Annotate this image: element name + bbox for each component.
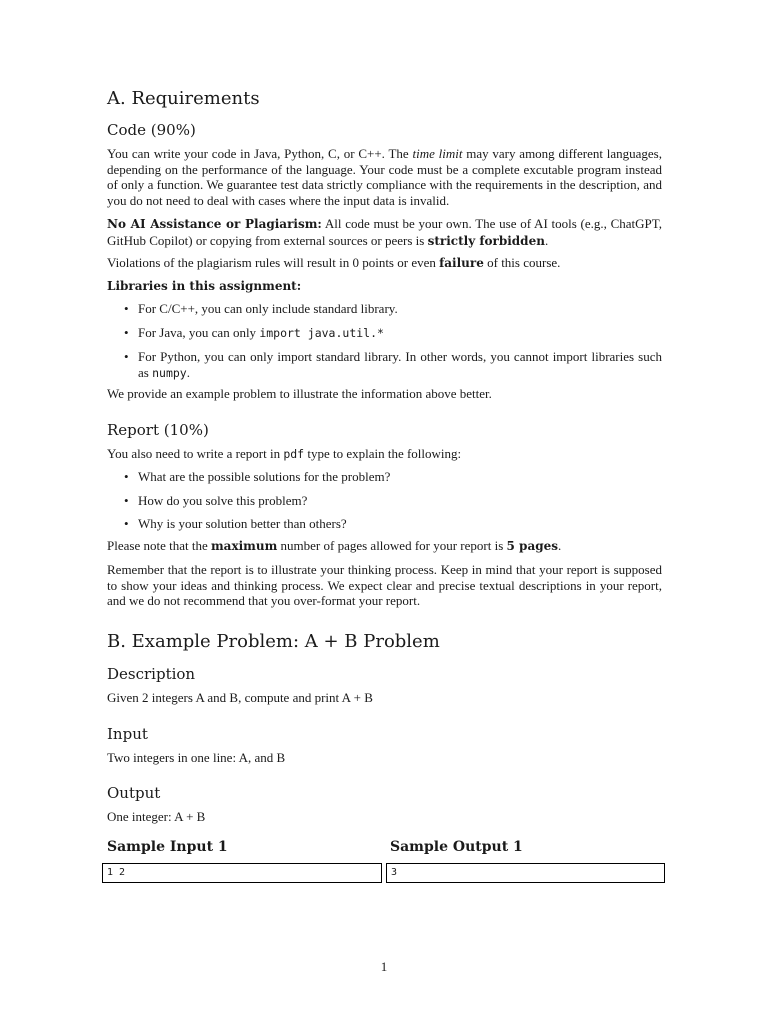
section-a-title: A. Requirements xyxy=(107,88,260,109)
list-item xyxy=(107,325,662,342)
page-number: 1 xyxy=(380,959,388,974)
failure-label: failure xyxy=(439,256,484,270)
library-java-code: import java.util.* xyxy=(259,325,384,340)
bullet-icon: • xyxy=(124,469,129,484)
list-item xyxy=(107,516,662,532)
description-text: Given 2 integers A and B, compute and print A + B xyxy=(107,690,373,705)
ai-policy-paragraph xyxy=(107,216,662,249)
description-heading: Description xyxy=(107,665,196,683)
list-item xyxy=(107,349,662,381)
list-item xyxy=(107,469,662,485)
output-heading: Output xyxy=(107,784,161,802)
code-paragraph xyxy=(107,146,662,208)
report-questions-list xyxy=(107,469,662,532)
time-limit-emphasis: time limit xyxy=(412,146,463,161)
maximum-label: maximum xyxy=(210,539,278,553)
example-note: We provide an example problem to illustrate the information above better. xyxy=(107,386,492,401)
page-count-label: 5 pages xyxy=(506,539,559,553)
sample-input-box: 1 2 xyxy=(102,863,382,883)
bullet-icon: • xyxy=(124,349,129,365)
bullet-icon: • xyxy=(124,516,129,532)
remember-paragraph: Remember that the report is to illustrate your thinking process. Keep in mind that your report is supposed to show your ideas and thinking process. We expect clear and precise textual descriptions in your report, and we do not recommend that you over-format your report. xyxy=(107,562,662,609)
section-b-title: B. Example Problem: A + B Problem xyxy=(107,631,440,652)
violation-text-b: of this course. xyxy=(483,255,561,270)
input-text: Two integers in one line: A, and B xyxy=(107,750,286,765)
sample-output-box: 3 xyxy=(386,863,665,883)
ai-policy-text: All code must be your own. The use of AI tools (e.g., ChatGPT, GitHub Copilot) or copying from external sources or peers is xyxy=(107,216,662,248)
report-question: Why is your solution better than others? xyxy=(138,516,347,532)
violation-paragraph xyxy=(107,255,662,272)
libraries-heading xyxy=(107,278,662,295)
strictly-forbidden-label: strictly forbidden xyxy=(427,233,545,248)
page-limit-text-a: Please note that the xyxy=(107,538,211,553)
bullet-icon: • xyxy=(124,492,129,508)
libraries-heading-text: Libraries in this assignment: xyxy=(107,279,302,293)
output-text: One integer: A + B xyxy=(107,809,206,824)
page-limit-text-b: number of pages allowed for your report is xyxy=(277,538,507,553)
bullet-icon: • xyxy=(124,301,129,316)
page-limit-end: . xyxy=(558,538,562,553)
sample-input-label: Sample Input 1 xyxy=(107,839,228,855)
library-python-text: For Python, you can only import standard library. In other words, you cannot import libraries such as xyxy=(138,349,662,380)
library-c-text: For C/C++, you can only include standard library. xyxy=(138,301,398,316)
ai-policy-end: . xyxy=(544,232,549,248)
input-heading: Input xyxy=(107,725,148,743)
report-intro xyxy=(107,446,662,463)
list-item xyxy=(107,493,662,509)
report-pdf-code: pdf xyxy=(283,447,305,461)
sample-output-label: Sample Output 1 xyxy=(390,839,523,855)
report-question: How do you solve this problem? xyxy=(138,492,308,508)
bullet-icon: • xyxy=(124,324,129,340)
code-paragraph-text-a: You can write your code in Java, Python, C, or C++. The xyxy=(107,146,413,161)
library-java-text: For Java, you can only xyxy=(138,324,260,340)
report-intro-text-a: You also need to write a report in xyxy=(107,446,284,461)
libraries-list xyxy=(107,301,662,381)
library-python-end: . xyxy=(186,364,190,380)
list-item xyxy=(107,301,662,317)
code-paragraph-text-b: may vary among different languages, depending on the performance of the language. Your code must be a complete excutable program instead of only a function. We guarantee test data strictly compliance with the requirements in the description, and you do not need to deal with cases where the input data is invalid. xyxy=(107,146,662,208)
report-heading: Report (10%) xyxy=(107,421,209,439)
ai-policy-label: No AI Assistance or Plagiarism: xyxy=(107,217,322,231)
code-heading: Code (90%) xyxy=(107,121,196,139)
page-limit-paragraph xyxy=(107,538,662,555)
violation-text-a: Violations of the plagiarism rules will result in 0 points or even xyxy=(107,255,440,270)
report-question: What are the possible solutions for the problem? xyxy=(138,469,391,484)
report-intro-text-b: type to explain the following: xyxy=(304,446,462,461)
library-python-code: numpy xyxy=(152,365,187,380)
